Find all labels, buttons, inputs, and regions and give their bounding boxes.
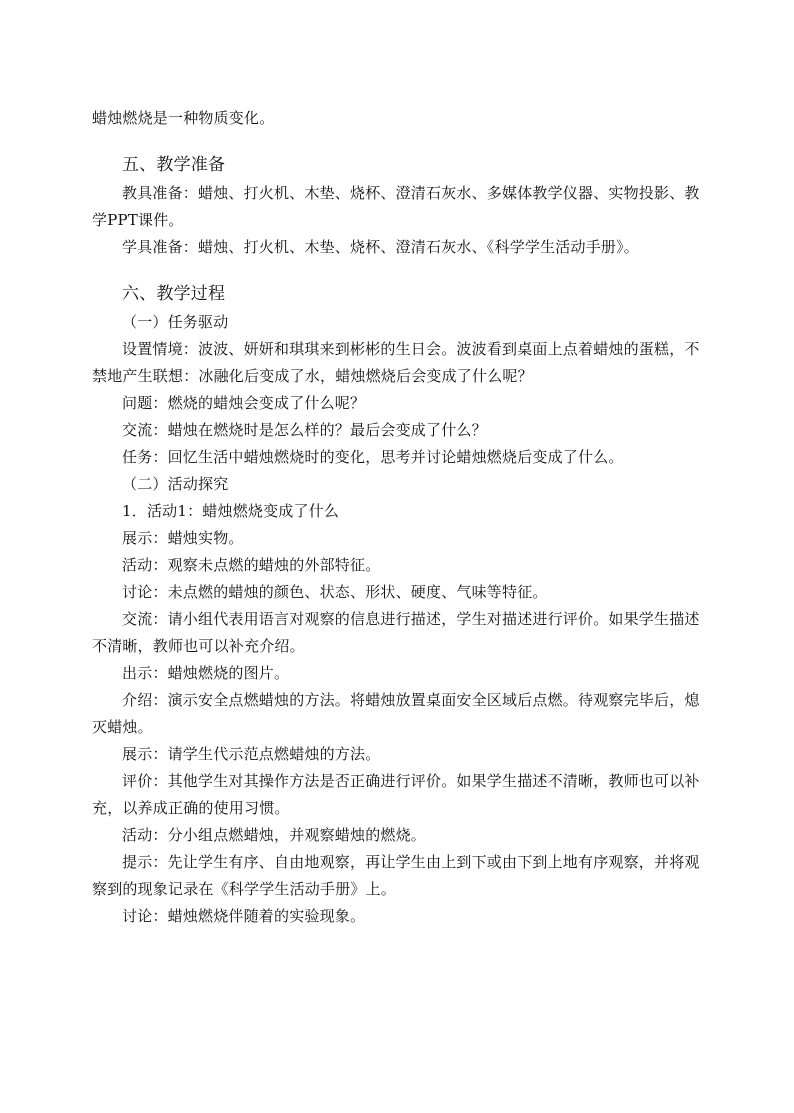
paragraph-show-1: 展示：蜡烛实物。 [122,529,244,547]
paragraph-introduce: 介绍：演示安全点燃蜡烛的方法。将蜡烛放置桌面安全区域后点燃。待观察完毕后，熄灭蜡烛。 [92,691,700,736]
subheading-activity-1: 1．活动1：蜡烛燃烧变成了什么 [122,502,340,520]
paragraph-question: 问题：燃烧的蜡烛会变成了什么呢？ [122,394,366,412]
paragraph-exchange-2: 交流：请小组代表用语言对观察的信息进行描述，学生对描述进行评价。如果学生描述不清晰，教师也可以补充介绍。 [92,610,700,655]
student-materials: 学具准备：蜡烛、打火机、木垫、烧杯、澄清石灰水、《科学学生活动手册》。 [122,238,640,256]
section-heading-preparation: 五、教学准备 [122,155,226,175]
paragraph-activity-2: 活动：分小组点燃蜡烛，并观察蜡烛的燃烧。 [122,826,427,844]
paragraph-scenario: 设置情境：波波、妍妍和琪琪来到彬彬的生日会。波波看到桌面上点着蜡烛的蛋糕，不禁地产生联想：冰融化后变成了水，蜡烛燃烧后会变成了什么呢？ [92,340,700,385]
paragraph-evaluate: 评价：其他学生对其操作方法是否正确进行评价。如果学生描述不清晰，教师也可以补充，以养成正确的使用习惯。 [92,772,700,817]
paragraph-discuss-2: 讨论：蜡烛燃烧伴随着的实验现象。 [122,907,366,925]
subheading-task-driven: （一）任务驱动 [122,313,229,331]
paragraph-exchange-1: 交流：蜡烛在燃烧时是怎么样的？最后会变成了什么？ [122,421,487,439]
intro-line: 蜡烛燃烧是一种物质变化。 [92,109,275,127]
paragraph-tip: 提示：先让学生有序、自由地观察，再让学生由上到下或由下到上地有序观察，并将观察到的现象记录在《科学学生活动手册》上。 [92,853,700,898]
subheading-activity-exploration: （二）活动探究 [122,475,229,493]
paragraph-discuss-1: 讨论：未点燃的蜡烛的颜色、状态、形状、硬度、气味等特征。 [122,583,548,601]
paragraph-task: 任务：回忆生活中蜡烛燃烧时的变化，思考并讨论蜡烛燃烧后变成了什么。 [122,448,624,466]
document-body [92,105,702,930]
paragraph-show-picture: 出示：蜡烛燃烧的图片。 [122,664,290,682]
section-heading-process: 六、教学过程 [122,284,226,304]
teacher-materials: 教具准备：蜡烛、打火机、木垫、烧杯、澄清石灰水、多媒体教学仪器、实物投影、教学PPT课件。 [92,184,700,229]
paragraph-activity-1: 活动：观察未点燃的蜡烛的外部特征。 [122,556,381,574]
paragraph-show-2: 展示：请学生代示范点燃蜡烛的方法。 [122,745,381,763]
